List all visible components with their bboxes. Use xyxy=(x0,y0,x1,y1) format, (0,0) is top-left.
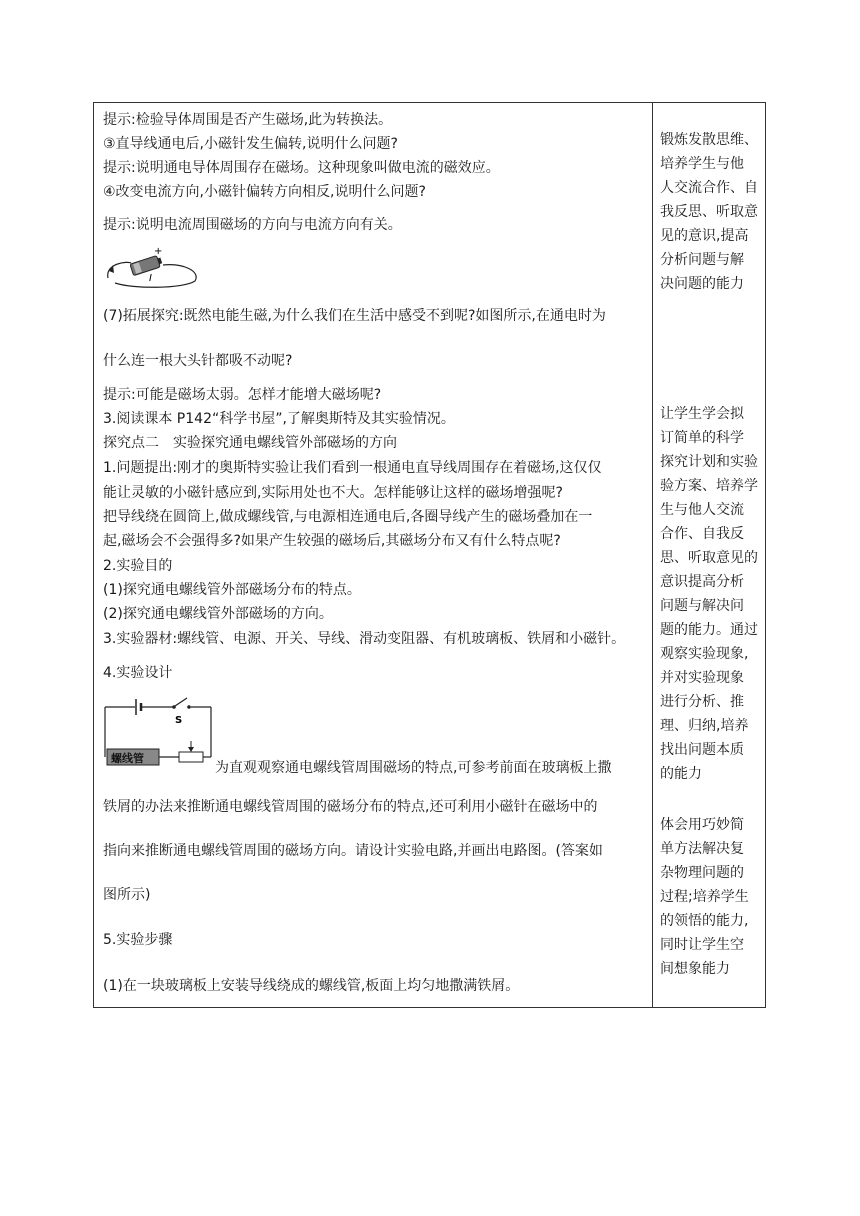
note-line: 决问题的能力 xyxy=(660,276,744,292)
text-line: 2.实验目的 xyxy=(103,558,173,574)
text-line: 3.阅读课本 P142“科学书屋”,了解奥斯特及其实验情况。 xyxy=(103,411,455,427)
note-line: 思、听取意见的 xyxy=(660,550,758,566)
note-line: 我反思、听取意 xyxy=(660,204,758,220)
text-line: 提示:说明通电导体周围存在磁场。这种现象叫做电流的磁效应。 xyxy=(103,160,500,176)
text-line: (7)拓展探究:既然电能生磁,为什么我们在生活中感受不到呢?如图所示,在通电时为 xyxy=(103,308,606,324)
note-line: 问题与解决问 xyxy=(660,598,744,614)
text-line: 指向来推断通电螺线管周围的磁场方向。请设计实验电路,并画出电路图。(答案如 xyxy=(103,843,603,859)
text-line: 起,磁场会不会强得多?如果产生较强的磁场后,其磁场分布又有什么特点呢? xyxy=(103,533,561,549)
note-line: 理、归纳,培养 xyxy=(660,718,749,734)
text-line: (1)在一块玻璃板上安装导线绕成的螺线管,板面上均匀地撒满铁屑。 xyxy=(103,978,520,994)
text-line: 为直观观察通电螺线管周围磁场的特点,可参考前面在玻璃板上撒 xyxy=(215,760,612,776)
note-line: 观察实验现象, xyxy=(660,646,749,662)
note-line: 的领悟的能力, xyxy=(660,913,749,929)
note-line: 分析问题与解 xyxy=(660,252,744,268)
text-line: 图所示) xyxy=(103,887,151,903)
text-line: 什么连一根大头针都吸不动呢? xyxy=(103,353,293,369)
text-line: 提示:检验导体周围是否产生磁场,此为转换法。 xyxy=(103,112,393,128)
note-line: 让学生学会拟 xyxy=(660,406,744,422)
note-line: 题的能力。通过 xyxy=(660,622,758,638)
text-line: 4.实验设计 xyxy=(103,665,173,681)
battery-loop-figure xyxy=(103,243,203,293)
note-line: 培养学生与他 xyxy=(660,156,744,172)
note-line: 杂物理问题的 xyxy=(660,865,744,881)
text-line: ③直导线通电后,小磁针发生偏转,说明什么问题? xyxy=(103,136,398,152)
text-line: (2)探究通电螺线管外部磁场的方向。 xyxy=(103,606,333,622)
text-line: 5.实验步骤 xyxy=(103,932,173,948)
note-line: 并对实验现象 xyxy=(660,670,744,686)
section-heading: 探究点二 实验探究通电螺线管外部磁场的方向 xyxy=(103,435,397,451)
note-line: 验方案、培养学 xyxy=(660,478,758,494)
plus-label: + xyxy=(154,246,163,257)
note-line: 合作、自我反 xyxy=(660,526,744,542)
text-line: (1)探究通电螺线管外部磁场分布的特点。 xyxy=(103,582,361,598)
note-line: 间想象能力 xyxy=(660,961,730,977)
lesson-table xyxy=(93,102,766,1008)
text-line: 提示:可能是磁场太弱。怎样才能增大磁场呢? xyxy=(103,387,382,403)
switch-label: S xyxy=(175,715,183,726)
current-label: I xyxy=(149,273,152,284)
column-divider xyxy=(652,103,653,1007)
note-line: 进行分析、推 xyxy=(660,694,744,710)
note-line: 的能力 xyxy=(660,766,702,782)
note-line: 生与他人交流 xyxy=(660,502,744,518)
note-line: 见的意识,提高 xyxy=(660,228,749,244)
circuit-diagram xyxy=(103,693,218,773)
note-line: 找出问题本质 xyxy=(660,742,744,758)
note-line: 人交流合作、自 xyxy=(660,180,758,196)
text-line: 3.实验器材:螺线管、电源、开关、导线、滑动变阻器、有机玻璃板、铁屑和小磁针。 xyxy=(103,631,626,647)
text-line: ④改变电流方向,小磁针偏转方向相反,说明什么问题? xyxy=(103,184,426,200)
note-line: 体会用巧妙简 xyxy=(660,817,744,833)
solenoid-label: 螺线管 xyxy=(111,752,144,765)
note-line: 订简单的科学 xyxy=(660,430,744,446)
note-line: 过程;培养学生 xyxy=(660,889,749,905)
note-line: 锻炼发散思维、 xyxy=(660,132,758,148)
note-line: 探究计划和实验 xyxy=(660,454,758,470)
text-line: 铁屑的办法来推断通电螺线管周围的磁场分布的特点,还可利用小磁针在磁场中的 xyxy=(103,799,598,815)
text-line: 把导线绕在圆筒上,做成螺线管,与电源相连通电后,各圈导线产生的磁场叠加在一 xyxy=(103,509,593,525)
note-line: 同时让学生空 xyxy=(660,937,744,953)
note-line: 意识提高分析 xyxy=(660,574,744,590)
note-line: 单方法解决复 xyxy=(660,841,744,857)
text-line: 能让灵敏的小磁针感应到,实际用处也不大。怎样能够让这样的磁场增强呢? xyxy=(103,485,563,501)
text-line: 提示:说明电流周围磁场的方向与电流方向有关。 xyxy=(103,217,402,233)
text-line: 1.问题提出:刚才的奥斯特实验让我们看到一根通电直导线周围存在着磁场,这仅仅 xyxy=(103,460,602,476)
